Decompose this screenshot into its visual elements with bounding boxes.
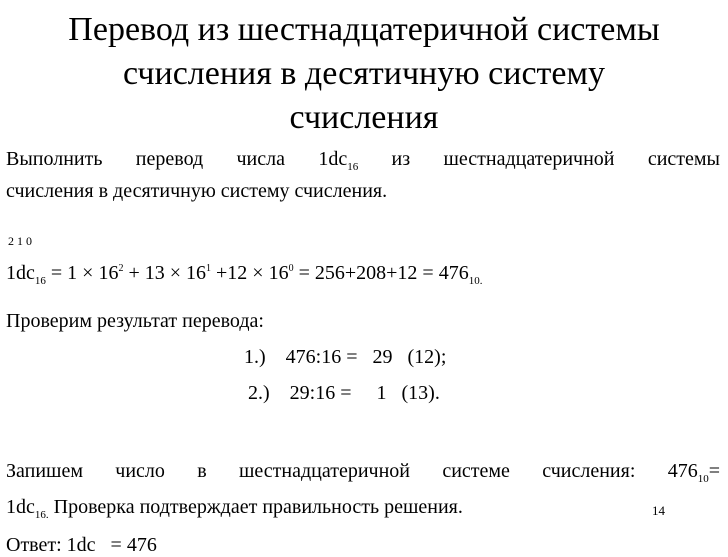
page-number: 14: [652, 503, 665, 518]
title-line-3: счисления: [289, 99, 439, 136]
conclusion-line-2: [6, 496, 463, 519]
formula-term-3: +12 × 16: [211, 262, 289, 284]
check-step-2: 2.) 29:16 = 1 (13).: [248, 382, 440, 404]
formula-power-0: 0: [288, 263, 294, 274]
conclusion-hex-base: 16.: [34, 509, 49, 521]
formula-result-base: 10.: [468, 275, 483, 287]
formula-hex-base: 16: [34, 275, 46, 287]
formula-term-2: + 13 × 16: [123, 262, 207, 284]
formula-term-1: = 1 × 16: [45, 262, 119, 284]
formula-power-2: 2: [118, 263, 124, 274]
task-number-base: 16: [347, 161, 359, 173]
formula-result: = 256+208+12 = 476: [293, 262, 469, 284]
conclusion-decimal-base: 10: [697, 473, 709, 485]
title-line-1: Перевод из шестнадцатеричной системы: [68, 11, 660, 48]
formula-power-1: 1: [206, 263, 212, 274]
conclusion-equals: =: [708, 460, 720, 482]
conversion-formula: [6, 262, 482, 285]
check-step-1: 1.) 476:16 = 29 (12);: [244, 346, 447, 368]
powers-row: 2 1 0: [8, 234, 32, 248]
conclusion-text-end: Проверка подтверждает правильность решения.: [48, 496, 463, 518]
formula-hex-number: 1dc: [6, 262, 35, 284]
task-line-1: [6, 148, 720, 171]
task-text-end: из шестнадцатеричной системы: [358, 148, 720, 170]
conclusion-hex-number: 1dc: [6, 496, 35, 518]
task-line-2: счисления в десятичную систему счисления.: [6, 180, 388, 202]
answer-line-cut: Ответ: 1dc = 476: [6, 534, 157, 556]
task-text-start: Выполнить перевод числа 1dc: [6, 148, 348, 170]
conclusion-text-start: Запишем число в шестнадцатеричной системе счисления: 476: [6, 460, 698, 482]
slide-title: [0, 8, 728, 140]
title-line-2: счисления в десятичную систему: [123, 55, 605, 92]
conclusion-line-1: [6, 460, 720, 483]
check-heading: Проверим результат перевода:: [6, 310, 264, 332]
